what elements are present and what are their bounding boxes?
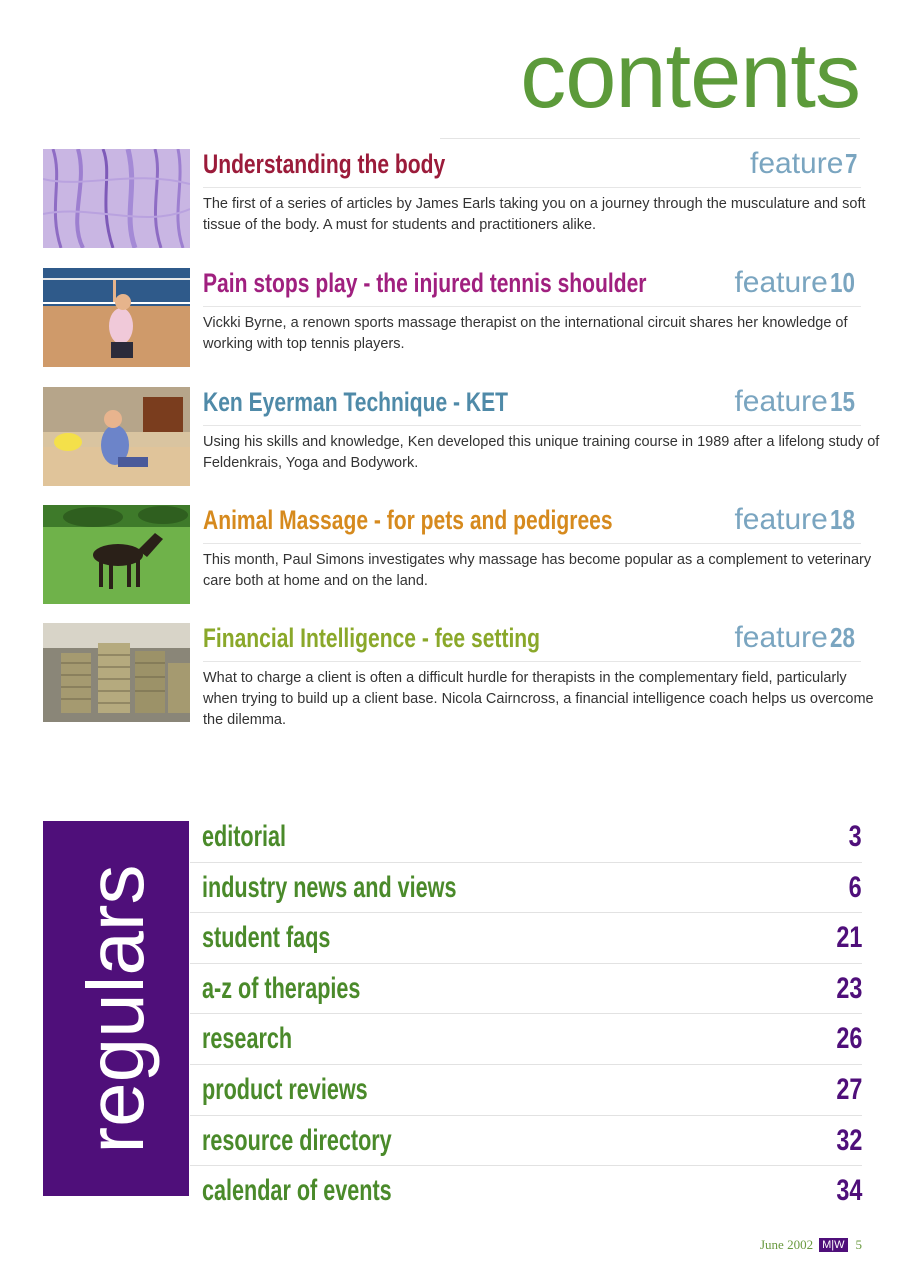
feature-page-ref [734,266,861,300]
regular-name[interactable]: student faqs [202,921,331,955]
feature-page-number: 28 [829,622,855,653]
feature-page-ref [750,147,861,181]
feature-thumbnail-tennis [43,268,190,367]
feature-description: This month, Paul Simons investigates why massage has become popular as a complement to veterinary care both at home and on the land. [203,552,872,589]
regular-item[interactable] [190,1166,862,1216]
feature-page-number: 10 [829,267,855,298]
regular-name[interactable]: industry news and views [202,870,457,904]
feature-item[interactable] [43,149,883,248]
regular-page-number: 34 [835,1174,862,1208]
regular-page-number: 27 [835,1072,862,1106]
issue-date: June 2002 [760,1237,814,1252]
feature-description: The first of a series of articles by James Earls taking you on a journey through the musculature and soft tissue of the body. A must for students and practitioners alike. [203,196,866,233]
feature-title[interactable]: Ken Eyerman Technique - KET [203,387,509,417]
regulars-label: regulars [71,864,160,1154]
feature-label: feature [734,266,828,299]
regular-item[interactable] [190,1014,862,1065]
feature-description: Using his skills and knowledge, Ken developed this unique training course in 1989 after a lifelong study of Feldenkrais, Yoga and Bodywork. [203,434,880,471]
feature-page-ref [734,503,861,537]
regular-name[interactable]: resource directory [202,1123,392,1157]
regulars-list [190,812,862,1216]
regular-item[interactable] [190,964,862,1015]
feature-divider [203,661,861,662]
regular-page-number: 32 [835,1123,862,1157]
feature-divider [203,425,861,426]
regulars-panel [43,821,189,1196]
feature-thumbnail-coins [43,623,190,722]
feature-page-ref [734,621,861,655]
feature-thumbnail-horse [43,505,190,604]
regular-item[interactable] [190,1116,862,1167]
regular-page-number: 26 [835,1022,862,1056]
feature-page-number: 7 [845,148,858,179]
page-number: 5 [855,1237,862,1252]
feature-item[interactable] [43,505,883,604]
feature-item[interactable] [43,621,883,728]
magazine-logo: M|W [819,1238,847,1252]
feature-label: feature [750,147,844,180]
feature-divider [203,543,861,544]
page-footer [760,1237,862,1253]
feature-label: feature [734,385,828,418]
regular-page-number: 23 [835,971,862,1005]
regular-name[interactable]: a-z of therapies [202,971,361,1005]
regular-name[interactable]: research [202,1022,293,1056]
feature-title[interactable]: Understanding the body [203,149,446,179]
feature-title[interactable]: Animal Massage - for pets and pedigrees [203,505,613,535]
regular-item[interactable] [190,913,862,964]
feature-thumbnail-anatomy [43,149,190,248]
regular-page-number: 21 [835,921,862,955]
regular-name[interactable]: product reviews [202,1072,368,1106]
feature-description: What to charge a client is often a difficult hurdle for therapists in the complementary field, particularly when trying to build up a client base. Nicola Cairncross, a financial intelligence coach helps us overcome the dilemma. [203,670,874,728]
feature-page-number: 15 [829,386,855,417]
feature-divider [203,306,861,307]
feature-page-ref [734,385,861,419]
title-divider [440,138,860,139]
feature-item[interactable] [43,268,883,367]
regular-page-number: 6 [848,870,862,904]
page-title: contents [520,25,860,127]
regular-item[interactable] [190,1065,862,1116]
feature-description: Vickki Byrne, a renown sports massage therapist on the international circuit shares her knowledge of working with top tennis players. [203,315,848,352]
regular-page-number: 3 [848,820,862,853]
feature-title[interactable]: Pain stops play - the injured tennis shoulder [203,268,647,298]
regular-name[interactable]: calendar of events [202,1174,392,1208]
feature-divider [203,187,861,188]
feature-page-number: 18 [829,504,855,535]
feature-thumbnail-instructor [43,387,190,486]
feature-item[interactable] [43,387,883,486]
regular-item[interactable] [190,812,862,863]
feature-label: feature [734,621,828,654]
regular-name[interactable]: editorial [202,820,287,853]
regular-item[interactable] [190,863,862,914]
feature-title[interactable]: Financial Intelligence - fee setting [203,623,541,653]
feature-label: feature [734,503,828,536]
